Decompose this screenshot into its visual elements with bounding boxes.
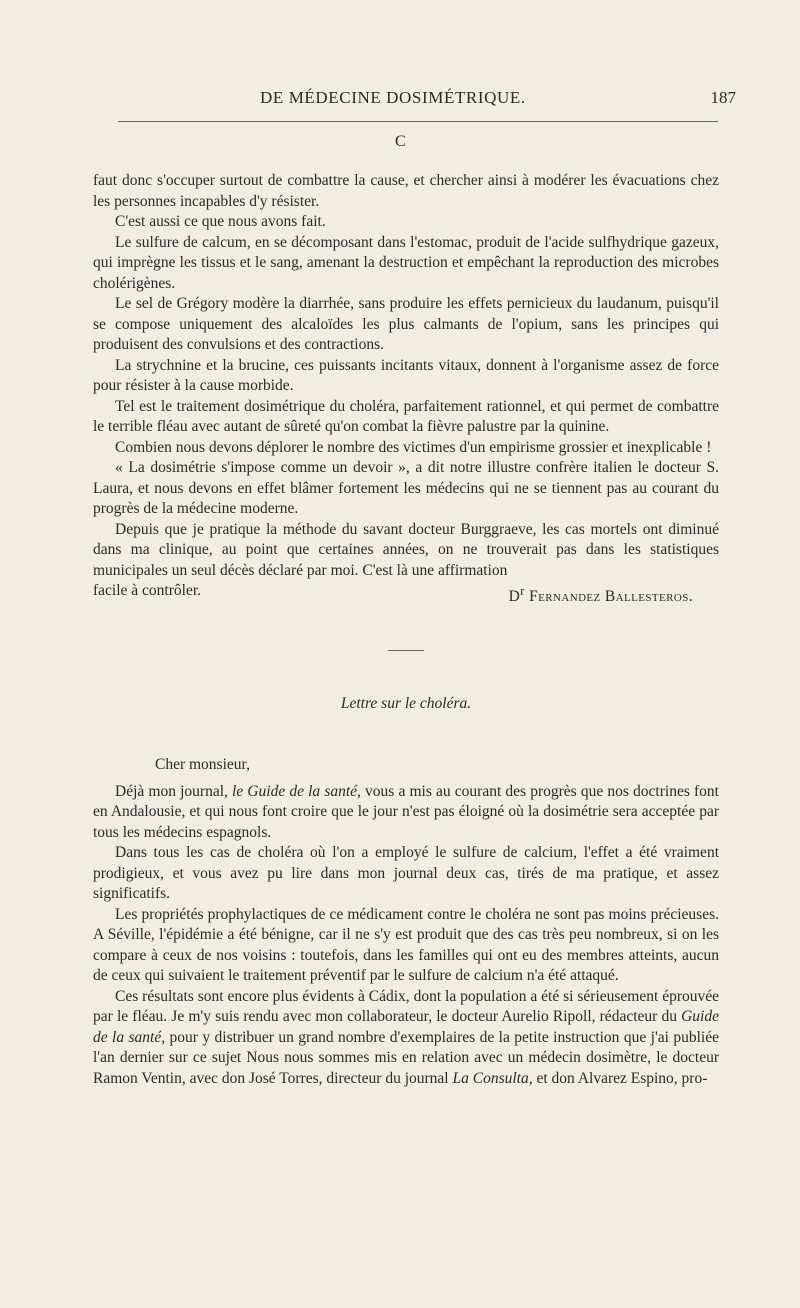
paragraph xyxy=(93,782,719,844)
paragraph: Combien nous devons déplorer le nombre des victimes d'un empirisme grossier et inexplicable ! xyxy=(115,438,712,456)
text-run: et don Alvarez Espino, pro- xyxy=(532,1069,708,1087)
signature-line xyxy=(93,581,719,608)
text-run: Ces résultats sont encore plus évidents à Cádix, dont la population a été si sérieusement éprouvée par le fléau. Je m'y suis rendu avec mon collaborateur, le docteur Aurelio Ripoll, rédacteur du xyxy=(93,987,719,1026)
author-signature xyxy=(509,581,693,608)
paragraph: Depuis que je pratique la méthode du savant docteur Burggraeve, les cas mortels ont diminué dans ma clinique, au point que certaines années, on ne trouverait pas dans les statistiques municipales un seul décès déclaré par moi. C'est là une affirmation xyxy=(93,520,719,579)
running-title: DE MÉDECINE DOSIMÉTRIQUE. xyxy=(260,88,526,107)
signature-mark: C xyxy=(395,133,406,150)
paragraph: faut donc s'occuper surtout de combattre la cause, et chercher ainsi à modérer les évacuations chez les personnes incapables d'y résister. xyxy=(93,172,719,210)
paragraph: C'est aussi ce que nous avons fait. xyxy=(115,213,326,230)
closing-text: facile à contrôler. xyxy=(93,582,202,599)
paragraph: Les propriétés prophylactiques de ce médicament contre le choléra ne sont pas moins précieuses. A Séville, l'épidémie a été bénigne, car il ne s'y est produit que des cas très peu nombreux, si on les compare à ceux de nos voisins : toutefois, dans les familles qui ont eu des membres atteints, aucun de ceux qui suivaient le traitement préventif par le sulfure de calcium n'a été attaqué. xyxy=(93,905,719,985)
salutation: Cher monsieur, xyxy=(155,756,250,774)
journal-title: le Guide de la santé, xyxy=(232,782,361,800)
section-title: Lettre sur le choléra. xyxy=(340,694,472,712)
journal-title: La Consulta, xyxy=(452,1069,533,1087)
text-run: vous a mis au courant des progrès que nos doctrines font en Andalousie, et qui nous font croire que le jour n'est pas éloigné où la dosimétrie sera acceptée par tous les médecins espagnols. xyxy=(93,782,719,841)
text-run: pour y distribuer un grand nombre d'exemplaires de la petite instruction que j'ai publiée l'an dernier sur ce sujet Nous nous sommes mis en relation avec un médecin dosimètre, le docteur Ramon Ventin, avec don José Torres, directeur du journal xyxy=(93,1028,719,1087)
author-title: D xyxy=(508,588,521,606)
paragraph: « La dosimétrie s'impose comme un devoir », a dit notre illustre confrère italien le docteur S. Laura, et nous devons en effet blâmer fortement les médecins qui ne se tiennent pas au courant du progrès de la médecine moderne. xyxy=(93,459,719,517)
paragraph xyxy=(93,987,719,1090)
header-rule xyxy=(118,121,718,122)
author-title-sup: r xyxy=(520,583,525,598)
author-name: Fernandez Ballesteros. xyxy=(529,588,693,606)
page-number: 187 xyxy=(710,88,736,107)
page-body xyxy=(93,171,719,1089)
paragraph: Tel est le traitement dosimétrique du choléra, parfaitement rationnel, et qui permet de combattre le terrible fléau avec autant de sûreté qu'on combat la fièvre palustre par la quinine. xyxy=(93,397,719,435)
paragraph: Le sulfure de calcum, en se décomposant dans l'estomac, produit de l'acide sulfhydrique gazeux, qui imprègne les tissus et le sang, amenant la destruction et empêchant la reproduction des microbes cholérigènes. xyxy=(93,233,719,292)
section-separator xyxy=(388,650,424,651)
running-head xyxy=(88,88,736,112)
journal-title: Guide de la santé, xyxy=(93,1008,719,1046)
paragraph: Dans tous les cas de choléra où l'on a employé le sulfure de calcium, l'effet a été vraiment prodigieux, et vous avez pu lire dans mon journal deux cas, tirés de ma pratique, et assez significatifs. xyxy=(93,844,719,903)
paragraph: La strychnine et la brucine, ces puissants incitants vitaux, donnent à l'organisme assez de force pour résister à la cause morbide. xyxy=(93,356,719,394)
paragraph: Le sel de Grégory modère la diarrhée, sans produire les effets pernicieux du laudanum, puisqu'il se compose uniquement des alcaloïdes les plus calmants de l'opium, sans les principes qui produisent des convulsions et des contractions. xyxy=(93,295,719,353)
text-run: Déjà mon journal, xyxy=(115,782,233,800)
